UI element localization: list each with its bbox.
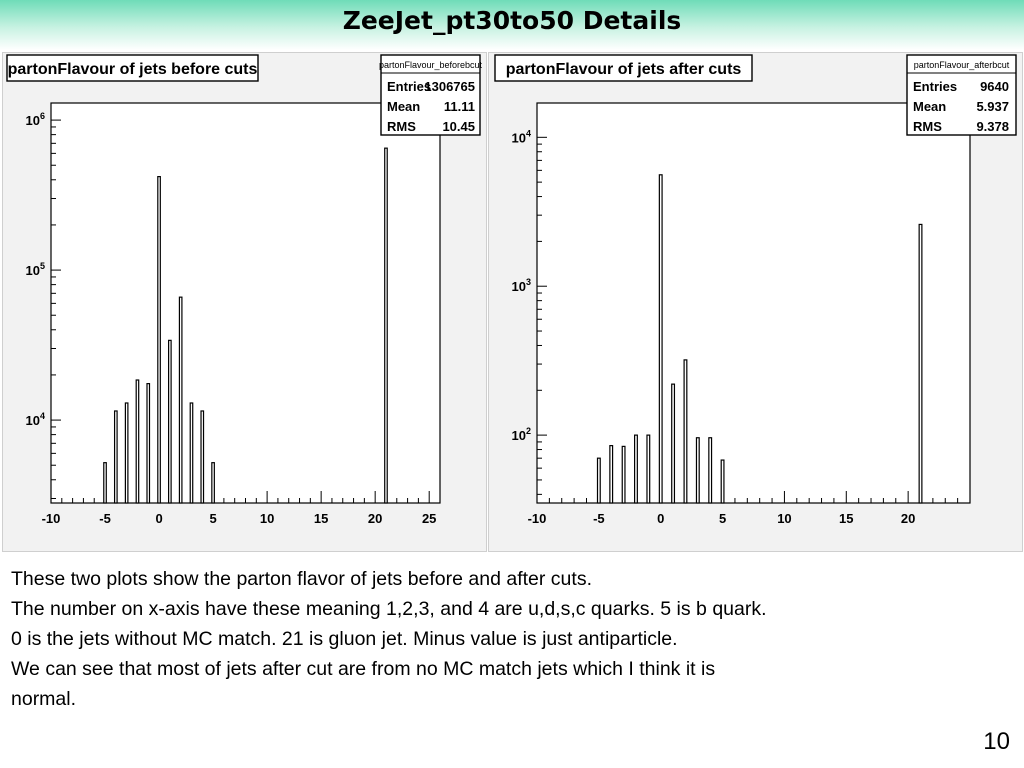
x-tick-label: 20: [900, 511, 916, 526]
x-tick-label: 20: [367, 511, 383, 526]
description-line: These two plots show the parton flavor of jets before and after cuts.: [11, 568, 592, 590]
y-tick-label: $10^4$: [511, 128, 531, 146]
x-tick-label: 5: [718, 511, 727, 526]
x-tick-label: 10: [259, 511, 275, 526]
stats-label: RMS: [387, 119, 416, 134]
x-tick-label: 5: [209, 511, 217, 526]
x-tick-label: 15: [839, 511, 854, 526]
description-line: normal.: [11, 688, 77, 710]
description-line: The number on x-axis have these meaning 1,2,3, and 4 are u,d,s,c quarks. 5 is b quark.: [11, 598, 767, 620]
histogram-bar: [179, 297, 182, 503]
stats-name: partonFlavour_beforebcut: [378, 60, 483, 70]
histogram-bar: [201, 411, 204, 503]
histogram-bar: [125, 403, 128, 503]
histogram-bar: [169, 340, 172, 503]
histogram-bar: [672, 384, 675, 503]
histogram-before-cuts: [3, 53, 488, 553]
histogram-bar: [647, 435, 650, 503]
plot-area: [537, 103, 970, 503]
stats-label: Mean: [387, 99, 421, 114]
histogram-bar: [721, 460, 724, 503]
description-line: 0 is the jets without MC match. 21 is gluon jet. Minus value is just antiparticle.: [11, 628, 678, 650]
x-tick-label: -5: [593, 511, 605, 526]
histogram-bar: [158, 177, 161, 503]
x-tick-label: 0: [657, 511, 665, 526]
x-tick-label: -5: [99, 511, 111, 526]
histogram-bar: [136, 380, 139, 503]
plot-panel-before: [2, 52, 487, 552]
y-tick-label: $10^5$: [25, 261, 45, 279]
description-text: [11, 564, 1016, 714]
y-tick-label: $10^3$: [511, 277, 531, 295]
stats-label: Entries: [913, 79, 958, 94]
plot-title: partonFlavour of jets before cuts: [7, 61, 258, 78]
y-tick-label: $10^6$: [25, 111, 45, 129]
x-tick-label: 25: [421, 511, 437, 526]
histogram-bar: [212, 463, 215, 503]
stats-value: 11.11: [443, 99, 475, 114]
histogram-bar: [190, 403, 193, 503]
stats-label: Entries: [387, 79, 432, 94]
plot-panel-after: [488, 52, 1023, 552]
histogram-bar: [659, 175, 662, 503]
y-tick-label: $10^2$: [511, 426, 531, 444]
histogram-bar: [104, 463, 107, 503]
page-number: 10: [983, 728, 1010, 755]
histogram-bar: [610, 446, 613, 503]
histogram-bar: [622, 446, 625, 503]
histogram-bar: [696, 438, 699, 503]
stats-label: RMS: [913, 119, 942, 134]
stats-label: Mean: [913, 99, 947, 114]
plot-title: partonFlavour of jets after cuts: [505, 61, 742, 78]
stats-value: 9640: [980, 79, 1009, 94]
page-title: ZeeJet_pt30to50 Details: [342, 6, 682, 35]
x-tick-label: -10: [527, 511, 547, 526]
histogram-bar: [684, 360, 687, 503]
histogram-bar: [385, 148, 388, 503]
stats-value: 9.378: [976, 119, 1009, 134]
histogram-after-cuts: [489, 53, 1024, 553]
x-tick-label: -10: [41, 511, 61, 526]
x-tick-label: 0: [155, 511, 163, 526]
histogram-bar: [919, 224, 922, 503]
x-tick-label: 10: [777, 511, 792, 526]
plot-area: [51, 103, 440, 503]
stats-value: 5.937: [976, 99, 1009, 114]
stats-name: partonFlavour_afterbcut: [913, 60, 1010, 70]
stats-value: 1306765: [424, 79, 475, 94]
histogram-bar: [115, 411, 118, 503]
histogram-bar: [709, 438, 712, 503]
description-line: We can see that most of jets after cut are from no MC match jets which I think it is: [11, 658, 716, 680]
histogram-bar: [597, 458, 600, 503]
histogram-bar: [147, 384, 150, 503]
y-tick-label: $10^4$: [25, 411, 45, 429]
histogram-bar: [635, 435, 638, 503]
stats-value: 10.45: [442, 119, 475, 134]
x-tick-label: 15: [313, 511, 329, 526]
